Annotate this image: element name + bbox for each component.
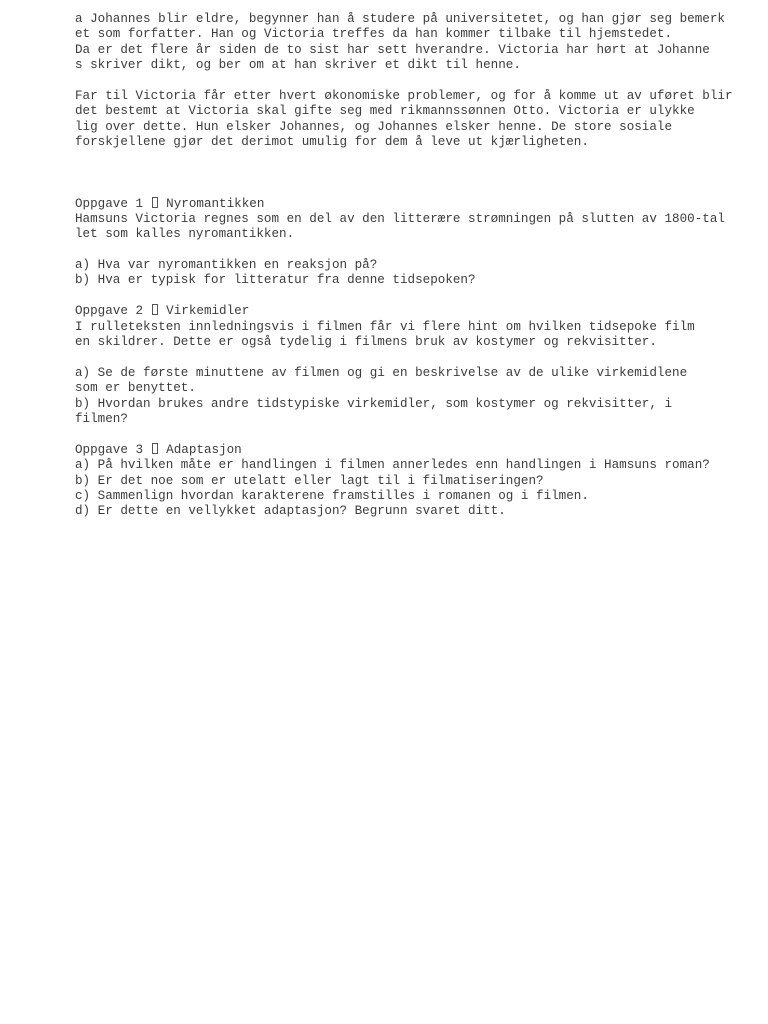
text-line: det bestemt at Victoria skal gifte seg med rikmannssønnen Otto. Victoria er ulykke [75, 104, 695, 119]
paragraph-gap [75, 289, 755, 304]
question-line: c) Sammenlign hvordan karakterene framstilles i romanen og i filmen. [75, 488, 589, 503]
text-line: en skildrer. Dette er også tydelig i filmens bruk av kostymer og rekvisitter. [75, 335, 657, 350]
question-line: b) Hvordan brukes andre tidstypiske virkemidler, som kostymer og rekvisitter, i [75, 396, 673, 411]
text-line: Far til Victoria får etter hvert økonomiske problemer, og for å komme ut av uføret blir [75, 88, 733, 103]
section-gap [75, 151, 755, 197]
task-label: Oppgave 3 [75, 442, 144, 457]
question-line: a) Se de første minuttene av filmen og gi en beskrivelse av de ulike virkemidlene [75, 365, 688, 380]
text-line: lig over dette. Hun elsker Johannes, og Johannes elsker henne. De store sosiale [75, 119, 673, 134]
task-title: Virkemidler [166, 304, 250, 319]
question-line: som er benyttet. [75, 381, 196, 396]
question-line: a) På hvilken måte er handlingen i filmen annerledes enn handlingen i Hamsuns roman? [75, 458, 710, 473]
question-line: a) Hva var nyromantikken en reaksjon på? [75, 258, 378, 273]
text-line: forskjellene gjør det derimot umulig for dem å leve ut kjærligheten. [75, 135, 589, 150]
document-page [75, 12, 755, 520]
missing-glyph-icon [152, 197, 158, 208]
intro-paragraph [75, 12, 755, 74]
question-line: b) Er det noe som er utelatt eller lagt til i filmatiseringen? [75, 473, 544, 488]
missing-glyph-icon [152, 443, 158, 454]
task-label: Oppgave 2 [75, 304, 144, 319]
task-1-heading [75, 197, 755, 212]
text-line: s skriver dikt, og ber om at han skriver et dikt til henne. [75, 58, 521, 73]
task-title: Adaptasjon [166, 442, 242, 457]
task-1-section [75, 197, 755, 289]
missing-glyph-icon [152, 304, 158, 315]
text-line: Da er det flere år siden de to sist har sett hverandre. Victoria har hørt at Johanne [75, 42, 710, 57]
text-line: I rulleteksten innledningsvis i filmen får vi flere hint om hvilken tidsepoke film [75, 319, 695, 334]
second-paragraph [75, 89, 755, 151]
paragraph-gap [75, 74, 755, 89]
text-line: et som forfatter. Han og Victoria treffes da han kommer tilbake til hjemstedet. [75, 27, 673, 42]
question-line: b) Hva er typisk for litteratur fra denne tidsepoken? [75, 273, 476, 288]
text-line: let som kalles nyromantikken. [75, 227, 295, 242]
text-line: Hamsuns Victoria regnes som en del av den litterære strømningen på slutten av 1800-tal [75, 211, 725, 226]
task-label: Oppgave 1 [75, 196, 144, 211]
task-2-heading [75, 304, 755, 319]
paragraph-gap [75, 427, 755, 442]
task-3-heading [75, 443, 755, 458]
question-line: filmen? [75, 411, 128, 426]
paragraph-gap [75, 350, 755, 365]
task-2-section [75, 304, 755, 427]
text-line: a Johannes blir eldre, begynner han å studere på universitetet, og han gjør seg bemerk [75, 12, 725, 26]
question-line: d) Er dette en vellykket adaptasjon? Begrunn svaret ditt. [75, 504, 506, 519]
task-title: Nyromantikken [166, 196, 265, 211]
task-3-section [75, 443, 755, 520]
paragraph-gap [75, 243, 755, 258]
